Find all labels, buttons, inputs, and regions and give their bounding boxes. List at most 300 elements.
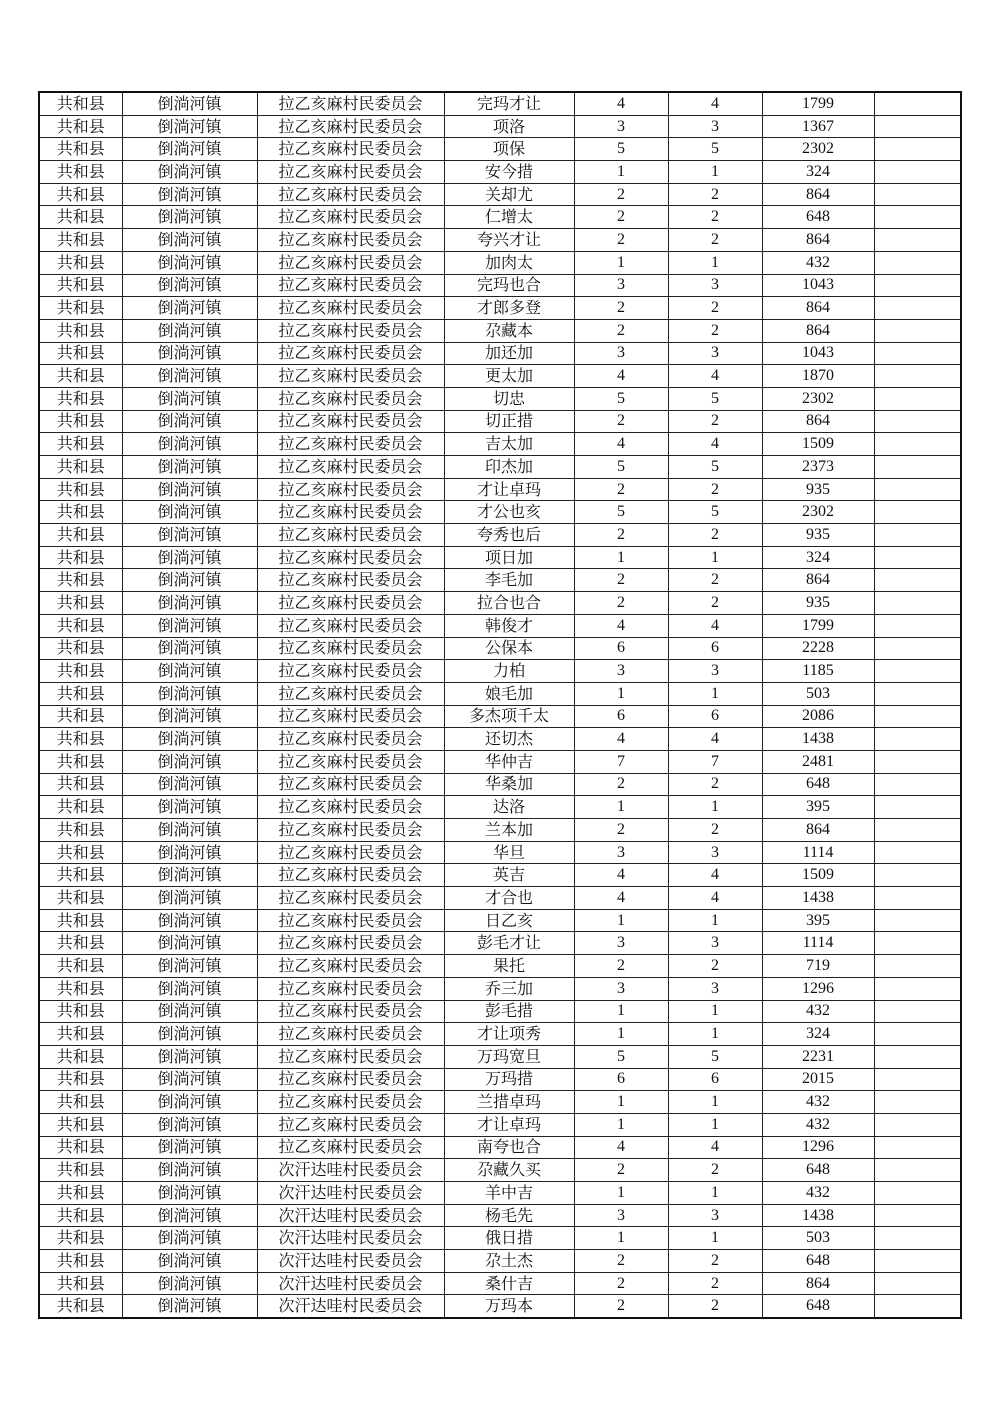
- note-cell: [874, 319, 961, 342]
- name-cell: 才让项秀: [444, 1023, 574, 1046]
- village-cell: 拉乙亥麻村民委员会: [257, 524, 444, 547]
- count-b-cell: 3: [668, 1204, 762, 1227]
- count-a-cell: 2: [574, 1272, 668, 1295]
- note-cell: [874, 682, 961, 705]
- county-cell: 共和县: [39, 319, 122, 342]
- count-a-cell: 2: [574, 524, 668, 547]
- village-cell: 拉乙亥麻村民委员会: [257, 433, 444, 456]
- village-cell: 拉乙亥麻村民委员会: [257, 546, 444, 569]
- count-a-cell: 2: [574, 1250, 668, 1273]
- count-a-cell: 2: [574, 319, 668, 342]
- note-cell: [874, 1182, 961, 1205]
- town-cell: 倒淌河镇: [122, 319, 257, 342]
- note-cell: [874, 365, 961, 388]
- table-row: [39, 546, 961, 569]
- amount-cell: 1438: [762, 728, 874, 751]
- amount-cell: 2302: [762, 138, 874, 161]
- amount-cell: 1799: [762, 614, 874, 637]
- count-a-cell: 4: [574, 365, 668, 388]
- amount-cell: 648: [762, 1295, 874, 1318]
- amount-cell: 432: [762, 1000, 874, 1023]
- count-b-cell: 4: [668, 433, 762, 456]
- name-cell: 拉合也合: [444, 592, 574, 615]
- name-cell: 彭毛才让: [444, 932, 574, 955]
- note-cell: [874, 955, 961, 978]
- town-cell: 倒淌河镇: [122, 1159, 257, 1182]
- count-a-cell: 5: [574, 456, 668, 479]
- amount-cell: 324: [762, 546, 874, 569]
- name-cell: 尕土杰: [444, 1250, 574, 1273]
- village-cell: 拉乙亥麻村民委员会: [257, 387, 444, 410]
- note-cell: [874, 410, 961, 433]
- note-cell: [874, 161, 961, 184]
- note-cell: [874, 501, 961, 524]
- town-cell: 倒淌河镇: [122, 750, 257, 773]
- count-b-cell: 2: [668, 229, 762, 252]
- table-row: [39, 773, 961, 796]
- note-cell: [874, 660, 961, 683]
- count-b-cell: 2: [668, 524, 762, 547]
- town-cell: 倒淌河镇: [122, 342, 257, 365]
- town-cell: 倒淌河镇: [122, 1295, 257, 1318]
- county-cell: 共和县: [39, 909, 122, 932]
- note-cell: [874, 909, 961, 932]
- note-cell: [874, 796, 961, 819]
- county-cell: 共和县: [39, 229, 122, 252]
- table-row: [39, 183, 961, 206]
- table-row: [39, 569, 961, 592]
- name-cell: 英吉: [444, 864, 574, 887]
- name-cell: 华仲吉: [444, 750, 574, 773]
- amount-cell: 864: [762, 297, 874, 320]
- count-a-cell: 3: [574, 274, 668, 297]
- note-cell: [874, 206, 961, 229]
- name-cell: 南夸也合: [444, 1136, 574, 1159]
- county-cell: 共和县: [39, 1227, 122, 1250]
- amount-cell: 1438: [762, 887, 874, 910]
- count-a-cell: 3: [574, 977, 668, 1000]
- note-cell: [874, 546, 961, 569]
- amount-cell: 1185: [762, 660, 874, 683]
- note-cell: [874, 524, 961, 547]
- note-cell: [874, 1136, 961, 1159]
- county-cell: 共和县: [39, 524, 122, 547]
- town-cell: 倒淌河镇: [122, 887, 257, 910]
- note-cell: [874, 728, 961, 751]
- village-cell: 次汗达哇村民委员会: [257, 1227, 444, 1250]
- name-cell: 桑什吉: [444, 1272, 574, 1295]
- table-row: [39, 274, 961, 297]
- name-cell: 万玛措: [444, 1068, 574, 1091]
- town-cell: 倒淌河镇: [122, 161, 257, 184]
- table-row: [39, 138, 961, 161]
- town-cell: 倒淌河镇: [122, 1068, 257, 1091]
- count-a-cell: 2: [574, 297, 668, 320]
- count-b-cell: 2: [668, 1272, 762, 1295]
- village-cell: 拉乙亥麻村民委员会: [257, 183, 444, 206]
- count-a-cell: 3: [574, 932, 668, 955]
- table-row: [39, 161, 961, 184]
- name-cell: 乔三加: [444, 977, 574, 1000]
- name-cell: 切忠: [444, 387, 574, 410]
- table-row: [39, 977, 961, 1000]
- amount-cell: 2015: [762, 1068, 874, 1091]
- table-row: [39, 1204, 961, 1227]
- name-cell: 羊中吉: [444, 1182, 574, 1205]
- village-cell: 次汗达哇村民委员会: [257, 1250, 444, 1273]
- note-cell: [874, 841, 961, 864]
- count-a-cell: 2: [574, 1159, 668, 1182]
- amount-cell: 648: [762, 1250, 874, 1273]
- county-cell: 共和县: [39, 1272, 122, 1295]
- village-cell: 拉乙亥麻村民委员会: [257, 819, 444, 842]
- amount-cell: 648: [762, 773, 874, 796]
- name-cell: 吉太加: [444, 433, 574, 456]
- town-cell: 倒淌河镇: [122, 1045, 257, 1068]
- name-cell: 才郎多登: [444, 297, 574, 320]
- county-cell: 共和县: [39, 115, 122, 138]
- count-a-cell: 4: [574, 728, 668, 751]
- count-a-cell: 2: [574, 569, 668, 592]
- village-cell: 拉乙亥麻村民委员会: [257, 705, 444, 728]
- count-b-cell: 6: [668, 637, 762, 660]
- village-cell: 拉乙亥麻村民委员会: [257, 1068, 444, 1091]
- county-cell: 共和县: [39, 206, 122, 229]
- village-cell: 次汗达哇村民委员会: [257, 1204, 444, 1227]
- count-a-cell: 1: [574, 1227, 668, 1250]
- amount-cell: 1367: [762, 115, 874, 138]
- town-cell: 倒淌河镇: [122, 1023, 257, 1046]
- table-row: [39, 524, 961, 547]
- amount-cell: 1509: [762, 433, 874, 456]
- town-cell: 倒淌河镇: [122, 977, 257, 1000]
- table-row: [39, 1250, 961, 1273]
- name-cell: 公保本: [444, 637, 574, 660]
- table-row: [39, 1182, 961, 1205]
- village-cell: 次汗达哇村民委员会: [257, 1182, 444, 1205]
- amount-cell: 324: [762, 1023, 874, 1046]
- count-b-cell: 2: [668, 478, 762, 501]
- amount-cell: 1043: [762, 342, 874, 365]
- name-cell: 万玛本: [444, 1295, 574, 1318]
- note-cell: [874, 773, 961, 796]
- table-row: [39, 1159, 961, 1182]
- town-cell: 倒淌河镇: [122, 251, 257, 274]
- count-b-cell: 3: [668, 115, 762, 138]
- count-b-cell: 3: [668, 274, 762, 297]
- note-cell: [874, 229, 961, 252]
- amount-cell: 1296: [762, 977, 874, 1000]
- amount-cell: 324: [762, 161, 874, 184]
- note-cell: [874, 251, 961, 274]
- table-row: [39, 456, 961, 479]
- town-cell: 倒淌河镇: [122, 909, 257, 932]
- county-cell: 共和县: [39, 705, 122, 728]
- note-cell: [874, 1159, 961, 1182]
- count-a-cell: 2: [574, 955, 668, 978]
- table-row: [39, 592, 961, 615]
- count-a-cell: 4: [574, 864, 668, 887]
- town-cell: 倒淌河镇: [122, 524, 257, 547]
- name-cell: 华桑加: [444, 773, 574, 796]
- amount-cell: 432: [762, 1091, 874, 1114]
- town-cell: 倒淌河镇: [122, 864, 257, 887]
- county-cell: 共和县: [39, 592, 122, 615]
- amount-cell: 864: [762, 410, 874, 433]
- town-cell: 倒淌河镇: [122, 1272, 257, 1295]
- name-cell: 还切杰: [444, 728, 574, 751]
- table-row: [39, 1295, 961, 1318]
- note-cell: [874, 637, 961, 660]
- count-a-cell: 5: [574, 138, 668, 161]
- village-cell: 拉乙亥麻村民委员会: [257, 932, 444, 955]
- name-cell: 才合也: [444, 887, 574, 910]
- count-a-cell: 4: [574, 433, 668, 456]
- village-cell: 拉乙亥麻村民委员会: [257, 614, 444, 637]
- county-cell: 共和县: [39, 501, 122, 524]
- count-b-cell: 4: [668, 614, 762, 637]
- amount-cell: 864: [762, 569, 874, 592]
- count-b-cell: 2: [668, 1250, 762, 1273]
- count-a-cell: 1: [574, 546, 668, 569]
- count-b-cell: 1: [668, 1227, 762, 1250]
- name-cell: 日乙亥: [444, 909, 574, 932]
- note-cell: [874, 138, 961, 161]
- count-a-cell: 2: [574, 1295, 668, 1318]
- county-cell: 共和县: [39, 251, 122, 274]
- name-cell: 达洛: [444, 796, 574, 819]
- town-cell: 倒淌河镇: [122, 138, 257, 161]
- count-a-cell: 3: [574, 660, 668, 683]
- table-row: [39, 841, 961, 864]
- count-b-cell: 4: [668, 1136, 762, 1159]
- count-b-cell: 3: [668, 660, 762, 683]
- town-cell: 倒淌河镇: [122, 92, 257, 115]
- table-row: [39, 1091, 961, 1114]
- amount-cell: 648: [762, 1159, 874, 1182]
- count-b-cell: 1: [668, 682, 762, 705]
- amount-cell: 1043: [762, 274, 874, 297]
- town-cell: 倒淌河镇: [122, 728, 257, 751]
- village-cell: 拉乙亥麻村民委员会: [257, 319, 444, 342]
- town-cell: 倒淌河镇: [122, 1204, 257, 1227]
- amount-cell: 935: [762, 592, 874, 615]
- village-cell: 拉乙亥麻村民委员会: [257, 1136, 444, 1159]
- amount-cell: 864: [762, 1272, 874, 1295]
- note-cell: [874, 387, 961, 410]
- note-cell: [874, 1091, 961, 1114]
- note-cell: [874, 297, 961, 320]
- amount-cell: 432: [762, 1182, 874, 1205]
- table-row: [39, 229, 961, 252]
- amount-cell: 2481: [762, 750, 874, 773]
- name-cell: 才让卓玛: [444, 1113, 574, 1136]
- county-cell: 共和县: [39, 342, 122, 365]
- name-cell: 力柏: [444, 660, 574, 683]
- name-cell: 项保: [444, 138, 574, 161]
- count-b-cell: 2: [668, 297, 762, 320]
- table-row: [39, 887, 961, 910]
- village-cell: 拉乙亥麻村民委员会: [257, 592, 444, 615]
- count-a-cell: 5: [574, 501, 668, 524]
- note-cell: [874, 1000, 961, 1023]
- county-cell: 共和县: [39, 387, 122, 410]
- count-b-cell: 2: [668, 1159, 762, 1182]
- count-b-cell: 2: [668, 410, 762, 433]
- count-a-cell: 1: [574, 1000, 668, 1023]
- town-cell: 倒淌河镇: [122, 456, 257, 479]
- county-cell: 共和县: [39, 1159, 122, 1182]
- note-cell: [874, 592, 961, 615]
- village-cell: 拉乙亥麻村民委员会: [257, 1045, 444, 1068]
- count-a-cell: 1: [574, 161, 668, 184]
- name-cell: 仁增太: [444, 206, 574, 229]
- count-a-cell: 1: [574, 682, 668, 705]
- amount-cell: 1296: [762, 1136, 874, 1159]
- table-row: [39, 955, 961, 978]
- county-cell: 共和县: [39, 433, 122, 456]
- count-a-cell: 4: [574, 92, 668, 115]
- table-row: [39, 819, 961, 842]
- amount-cell: 935: [762, 524, 874, 547]
- note-cell: [874, 115, 961, 138]
- table-row: [39, 1272, 961, 1295]
- county-cell: 共和县: [39, 660, 122, 683]
- table-row: [39, 433, 961, 456]
- note-cell: [874, 433, 961, 456]
- table-row: [39, 1227, 961, 1250]
- county-cell: 共和县: [39, 161, 122, 184]
- note-cell: [874, 705, 961, 728]
- note-cell: [874, 1113, 961, 1136]
- note-cell: [874, 1023, 961, 1046]
- county-cell: 共和县: [39, 410, 122, 433]
- amount-cell: 2086: [762, 705, 874, 728]
- count-b-cell: 2: [668, 183, 762, 206]
- county-cell: 共和县: [39, 183, 122, 206]
- town-cell: 倒淌河镇: [122, 1091, 257, 1114]
- name-cell: 才让卓玛: [444, 478, 574, 501]
- table-row: [39, 1136, 961, 1159]
- table-row: [39, 682, 961, 705]
- county-cell: 共和县: [39, 274, 122, 297]
- data-table: [38, 91, 962, 1319]
- table-row: [39, 387, 961, 410]
- name-cell: 安今措: [444, 161, 574, 184]
- count-a-cell: 1: [574, 1113, 668, 1136]
- village-cell: 拉乙亥麻村民委员会: [257, 864, 444, 887]
- count-b-cell: 3: [668, 342, 762, 365]
- town-cell: 倒淌河镇: [122, 592, 257, 615]
- note-cell: [874, 456, 961, 479]
- village-cell: 拉乙亥麻村民委员会: [257, 977, 444, 1000]
- count-b-cell: 1: [668, 251, 762, 274]
- count-a-cell: 2: [574, 773, 668, 796]
- village-cell: 拉乙亥麻村民委员会: [257, 909, 444, 932]
- village-cell: 拉乙亥麻村民委员会: [257, 660, 444, 683]
- count-a-cell: 7: [574, 750, 668, 773]
- county-cell: 共和县: [39, 1045, 122, 1068]
- amount-cell: 2228: [762, 637, 874, 660]
- name-cell: 加肉太: [444, 251, 574, 274]
- county-cell: 共和县: [39, 569, 122, 592]
- village-cell: 拉乙亥麻村民委员会: [257, 841, 444, 864]
- count-a-cell: 6: [574, 637, 668, 660]
- count-b-cell: 5: [668, 138, 762, 161]
- count-b-cell: 4: [668, 864, 762, 887]
- count-a-cell: 1: [574, 1182, 668, 1205]
- town-cell: 倒淌河镇: [122, 796, 257, 819]
- count-a-cell: 2: [574, 229, 668, 252]
- county-cell: 共和县: [39, 92, 122, 115]
- table-row: [39, 728, 961, 751]
- county-cell: 共和县: [39, 955, 122, 978]
- count-a-cell: 2: [574, 410, 668, 433]
- county-cell: 共和县: [39, 1000, 122, 1023]
- count-a-cell: 4: [574, 887, 668, 910]
- county-cell: 共和县: [39, 773, 122, 796]
- count-b-cell: 1: [668, 161, 762, 184]
- amount-cell: 864: [762, 319, 874, 342]
- name-cell: 李毛加: [444, 569, 574, 592]
- count-b-cell: 2: [668, 319, 762, 342]
- county-cell: 共和县: [39, 1204, 122, 1227]
- count-b-cell: 2: [668, 773, 762, 796]
- table-row: [39, 932, 961, 955]
- town-cell: 倒淌河镇: [122, 819, 257, 842]
- table-row: [39, 909, 961, 932]
- name-cell: 完玛也合: [444, 274, 574, 297]
- amount-cell: 2373: [762, 456, 874, 479]
- note-cell: [874, 569, 961, 592]
- note-cell: [874, 864, 961, 887]
- name-cell: 尕藏本: [444, 319, 574, 342]
- count-b-cell: 7: [668, 750, 762, 773]
- table-row: [39, 614, 961, 637]
- count-b-cell: 2: [668, 592, 762, 615]
- count-a-cell: 5: [574, 387, 668, 410]
- count-b-cell: 1: [668, 1023, 762, 1046]
- county-cell: 共和县: [39, 637, 122, 660]
- town-cell: 倒淌河镇: [122, 773, 257, 796]
- table-row: [39, 637, 961, 660]
- note-cell: [874, 92, 961, 115]
- amount-cell: 935: [762, 478, 874, 501]
- amount-cell: 1438: [762, 1204, 874, 1227]
- village-cell: 拉乙亥麻村民委员会: [257, 773, 444, 796]
- county-cell: 共和县: [39, 977, 122, 1000]
- town-cell: 倒淌河镇: [122, 501, 257, 524]
- name-cell: 兰措卓玛: [444, 1091, 574, 1114]
- amount-cell: 1114: [762, 841, 874, 864]
- county-cell: 共和县: [39, 1250, 122, 1273]
- count-a-cell: 4: [574, 1136, 668, 1159]
- note-cell: [874, 819, 961, 842]
- count-b-cell: 2: [668, 1295, 762, 1318]
- count-b-cell: 5: [668, 1045, 762, 1068]
- town-cell: 倒淌河镇: [122, 365, 257, 388]
- table-row: [39, 410, 961, 433]
- county-cell: 共和县: [39, 1136, 122, 1159]
- county-cell: 共和县: [39, 1295, 122, 1318]
- name-cell: 关却尤: [444, 183, 574, 206]
- village-cell: 拉乙亥麻村民委员会: [257, 161, 444, 184]
- note-cell: [874, 750, 961, 773]
- village-cell: 拉乙亥麻村民委员会: [257, 682, 444, 705]
- count-a-cell: 3: [574, 342, 668, 365]
- town-cell: 倒淌河镇: [122, 1227, 257, 1250]
- name-cell: 完玛才让: [444, 92, 574, 115]
